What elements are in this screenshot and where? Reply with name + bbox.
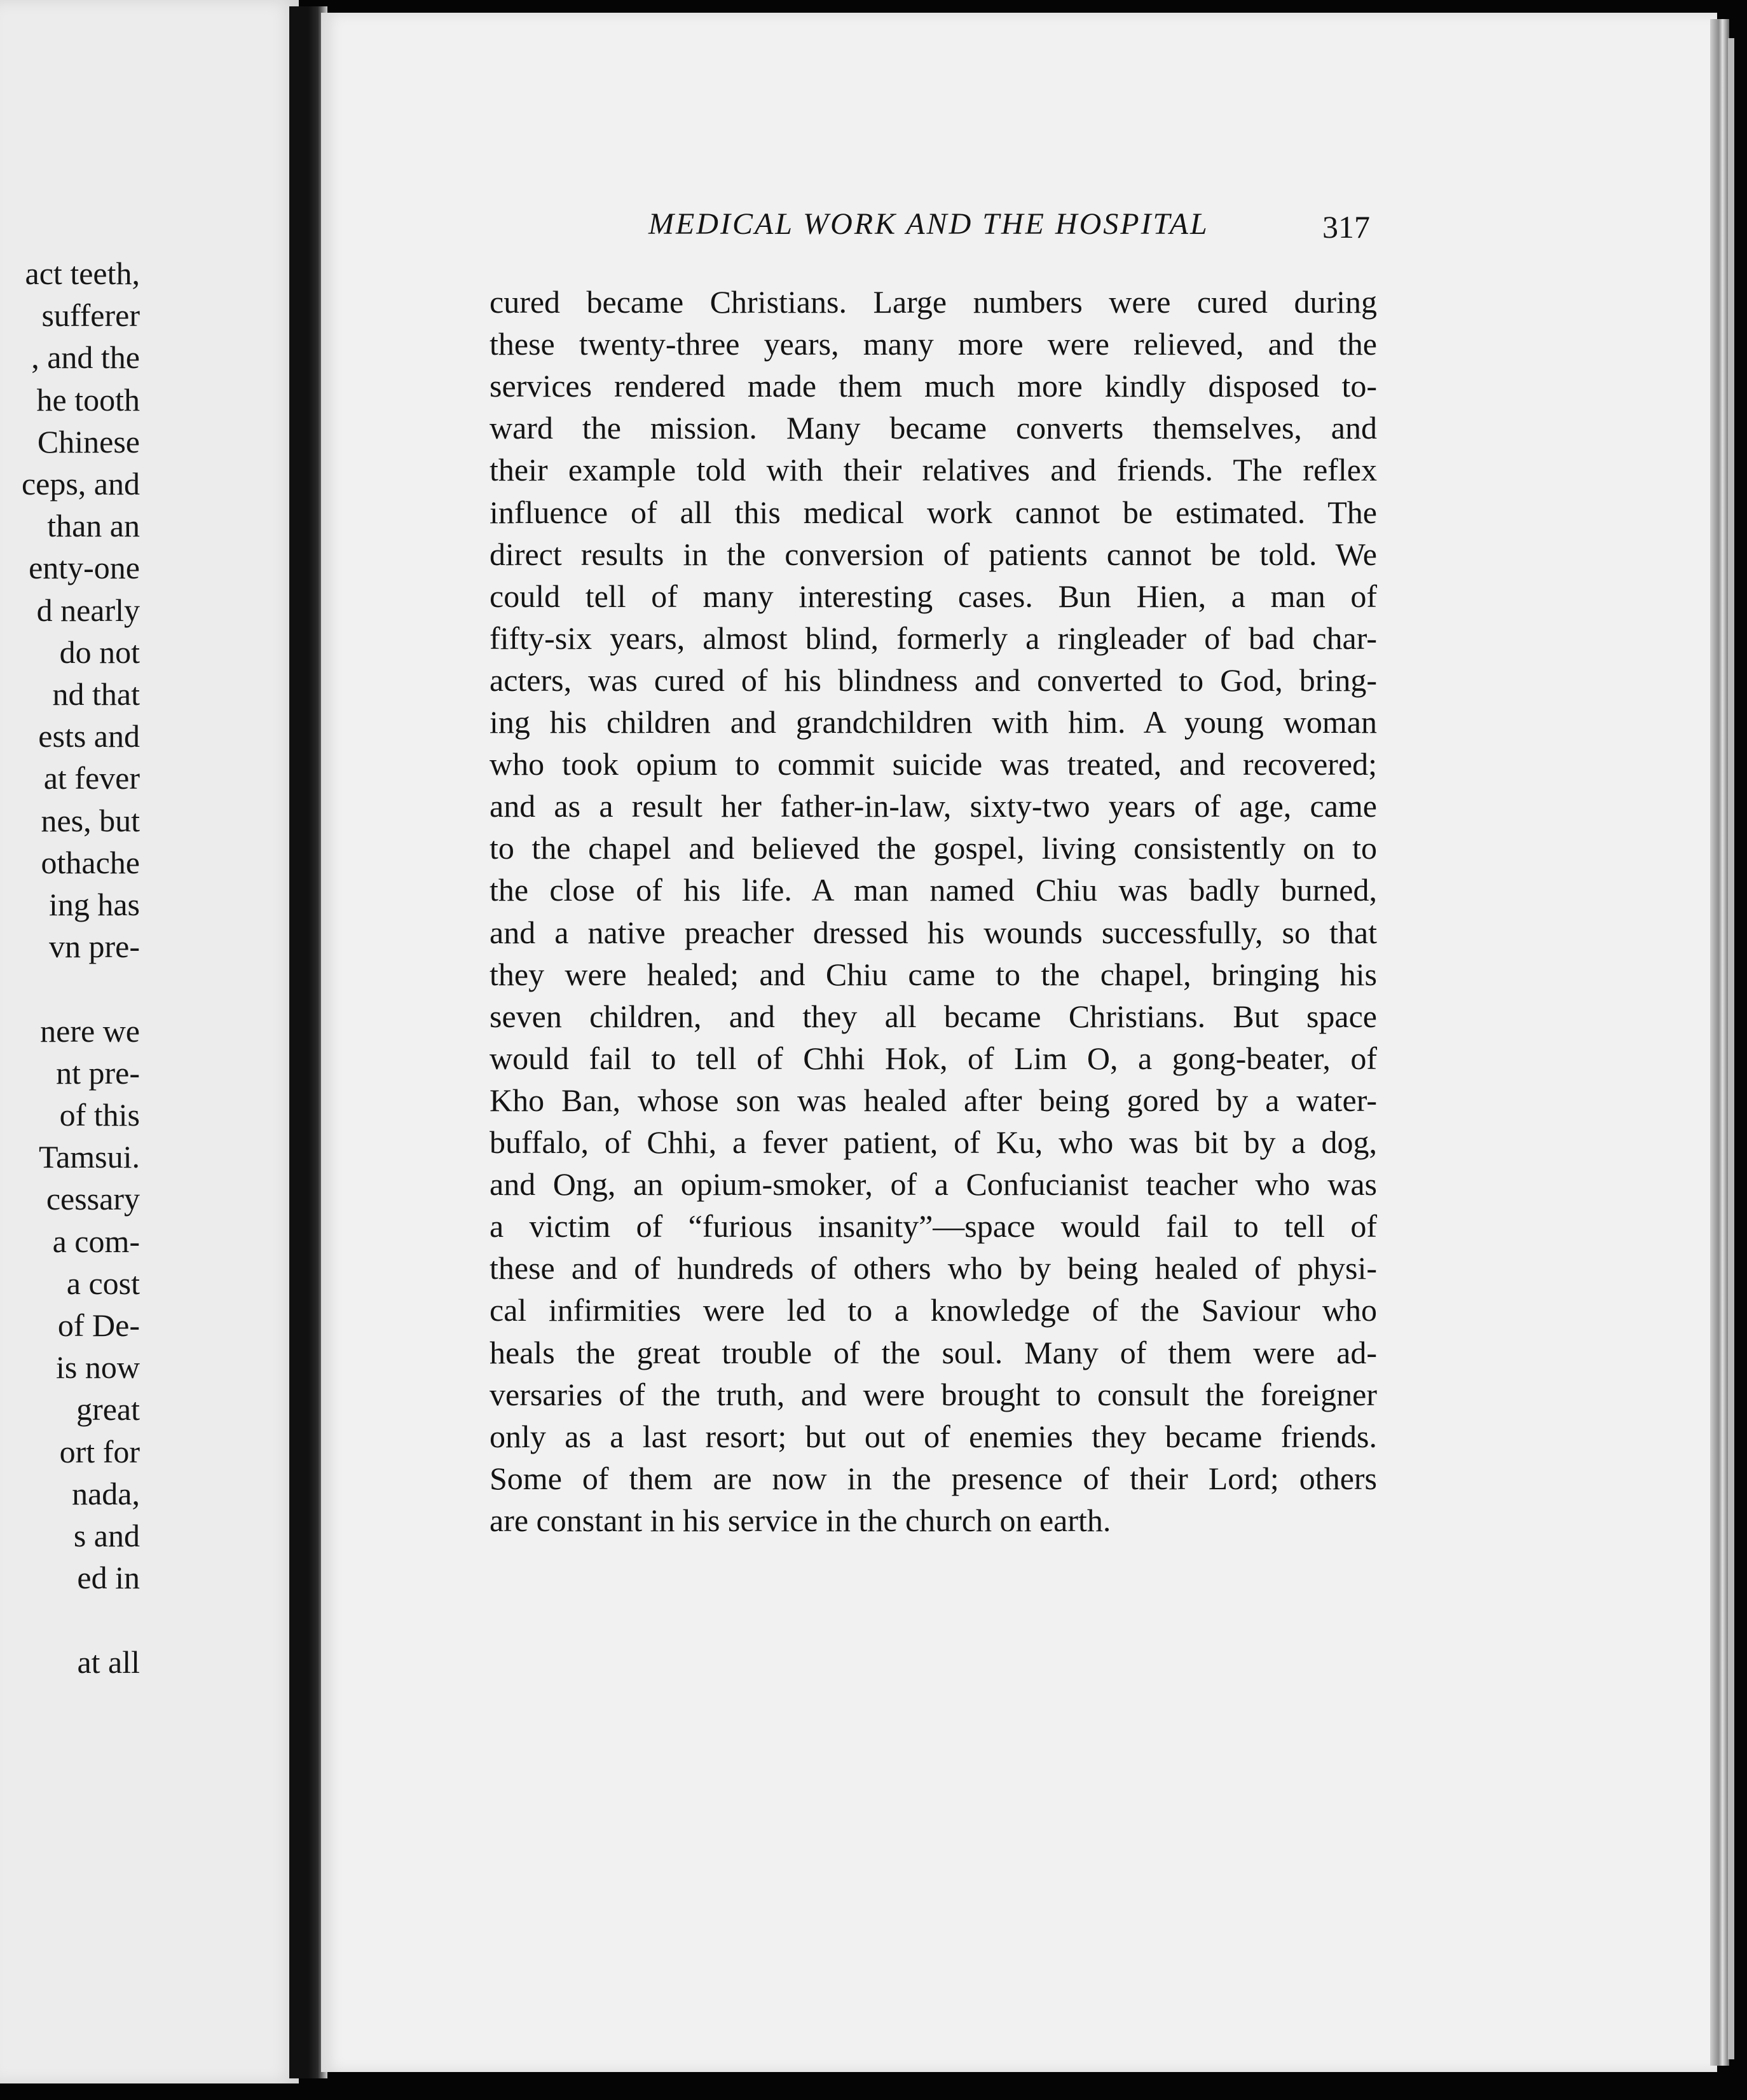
body-line: Some of them are now in the presence of their Lord; others xyxy=(490,1460,1377,1496)
left-page-line: nes, but xyxy=(41,802,140,838)
body-line: heals the great trouble of the soul. Many of them were ad- xyxy=(490,1334,1377,1370)
left-page-line: ceps, and xyxy=(21,466,140,501)
left-page-line: than an xyxy=(47,508,140,544)
left-page-line: act teeth, xyxy=(25,256,140,291)
body-line: and Ong, an opium-smoker, of a Confucianist teacher who was xyxy=(490,1166,1377,1203)
body-line: direct results in the conversion of patients cannot be told. We xyxy=(490,536,1377,572)
body-line: to the chapel and believed the gospel, living consistently on to xyxy=(490,830,1377,866)
left-page-line: ests and xyxy=(38,718,140,754)
left-page-line: , and the xyxy=(31,339,140,376)
body-line: versaries of the truth, and were brought to consult the foreigner xyxy=(490,1376,1377,1412)
left-page-line: ort for xyxy=(59,1433,140,1469)
left-page-line: is now xyxy=(56,1349,140,1386)
body-line: acters, was cured of his blindness and converted to God, bring- xyxy=(490,662,1377,698)
left-page-line: ing has xyxy=(48,887,140,922)
body-line: cal infirmities were led to a knowledge of the Saviour who xyxy=(490,1292,1377,1328)
running-head: MEDICAL WORK AND THE HOSPITAL xyxy=(648,207,1209,241)
left-page-line: he tooth xyxy=(36,381,140,418)
body-line: their example told with their relatives and friends. The reflex xyxy=(490,452,1377,488)
body-line: could tell of many interesting cases. Bun Hien, a man of xyxy=(490,578,1377,614)
left-page-line: ed in xyxy=(77,1560,140,1596)
page-edge-inner xyxy=(1728,38,1734,2059)
left-page-line: nt pre- xyxy=(56,1054,140,1091)
body-line: would fail to tell of Chhi Hok, of Lim O, a gong-beater, of xyxy=(490,1040,1377,1076)
page-edge xyxy=(1710,19,1729,2066)
left-page-line: a cost xyxy=(66,1265,140,1301)
body-line: these twenty-three years, many more were relieved, and the xyxy=(490,326,1377,362)
body-line: they were healed; and Chiu came to the chapel, bringing his xyxy=(490,956,1377,992)
body-line: the close of his life. A man named Chiu was badly burned, xyxy=(490,872,1377,908)
body-line: and as a result her father-in-law, sixty-two years of age, came xyxy=(490,788,1377,824)
body-line: cured became Christians. Large numbers were cured during xyxy=(490,284,1377,320)
body-line: only as a last resort; but out of enemies they became friends. xyxy=(490,1418,1377,1454)
left-page-line: great xyxy=(76,1391,140,1428)
left-page-line: of this xyxy=(59,1097,140,1133)
left-page-line: s and xyxy=(73,1518,140,1553)
body-line: seven children, and they all became Christians. But space xyxy=(490,998,1377,1034)
left-page-line: Tamsui. xyxy=(39,1139,140,1175)
body-line: are constant in his service in the church on earth. xyxy=(490,1502,1111,1538)
left-page-line: cessary xyxy=(46,1181,140,1217)
left-page-line: nada, xyxy=(72,1475,140,1511)
page-number: 317 xyxy=(1322,209,1370,245)
body-line: services rendered made them much more kindly disposed to- xyxy=(490,368,1377,404)
left-page-line: nere we xyxy=(40,1012,140,1049)
left-page-line: sufferer xyxy=(41,297,140,334)
body-line: Kho Ban, whose son was healed after being gored by a water- xyxy=(490,1082,1377,1118)
left-page-line: nd that xyxy=(52,676,140,712)
body-line: ward the mission. Many became converts themselves, and xyxy=(490,410,1377,446)
body-line: fifty-six years, almost blind, formerly a ringleader of bad char- xyxy=(490,620,1377,656)
body-line: influence of all this medical work cannot be estimated. The xyxy=(490,494,1377,530)
left-page-line: a com- xyxy=(52,1223,140,1259)
body-line: who took opium to commit suicide was treated, and recovered; xyxy=(490,746,1377,782)
left-page-line: of De- xyxy=(57,1307,140,1343)
left-page-line: at fever xyxy=(43,760,140,796)
left-page-line: othache xyxy=(41,844,140,880)
left-page-line: d nearly xyxy=(36,592,140,628)
left-page-line: enty-one xyxy=(29,550,140,586)
body-line: a victim of “furious insanity”—space would fail to tell of xyxy=(490,1208,1377,1244)
body-line: ing his children and grandchildren with him. A young woman xyxy=(490,704,1377,740)
body-line: and a native preacher dressed his wounds successfully, so that xyxy=(490,914,1377,950)
left-page-line: at all xyxy=(77,1644,140,1680)
left-page xyxy=(0,0,299,2083)
left-page-line: Chinese xyxy=(37,423,140,460)
left-page-line: vn pre- xyxy=(49,929,140,965)
body-line: buffalo, of Chhi, a fever patient, of Ku, who was bit by a dog, xyxy=(490,1124,1377,1160)
body-line: these and of hundreds of others who by being healed of physi- xyxy=(490,1250,1377,1286)
left-page-line: do not xyxy=(59,634,140,670)
